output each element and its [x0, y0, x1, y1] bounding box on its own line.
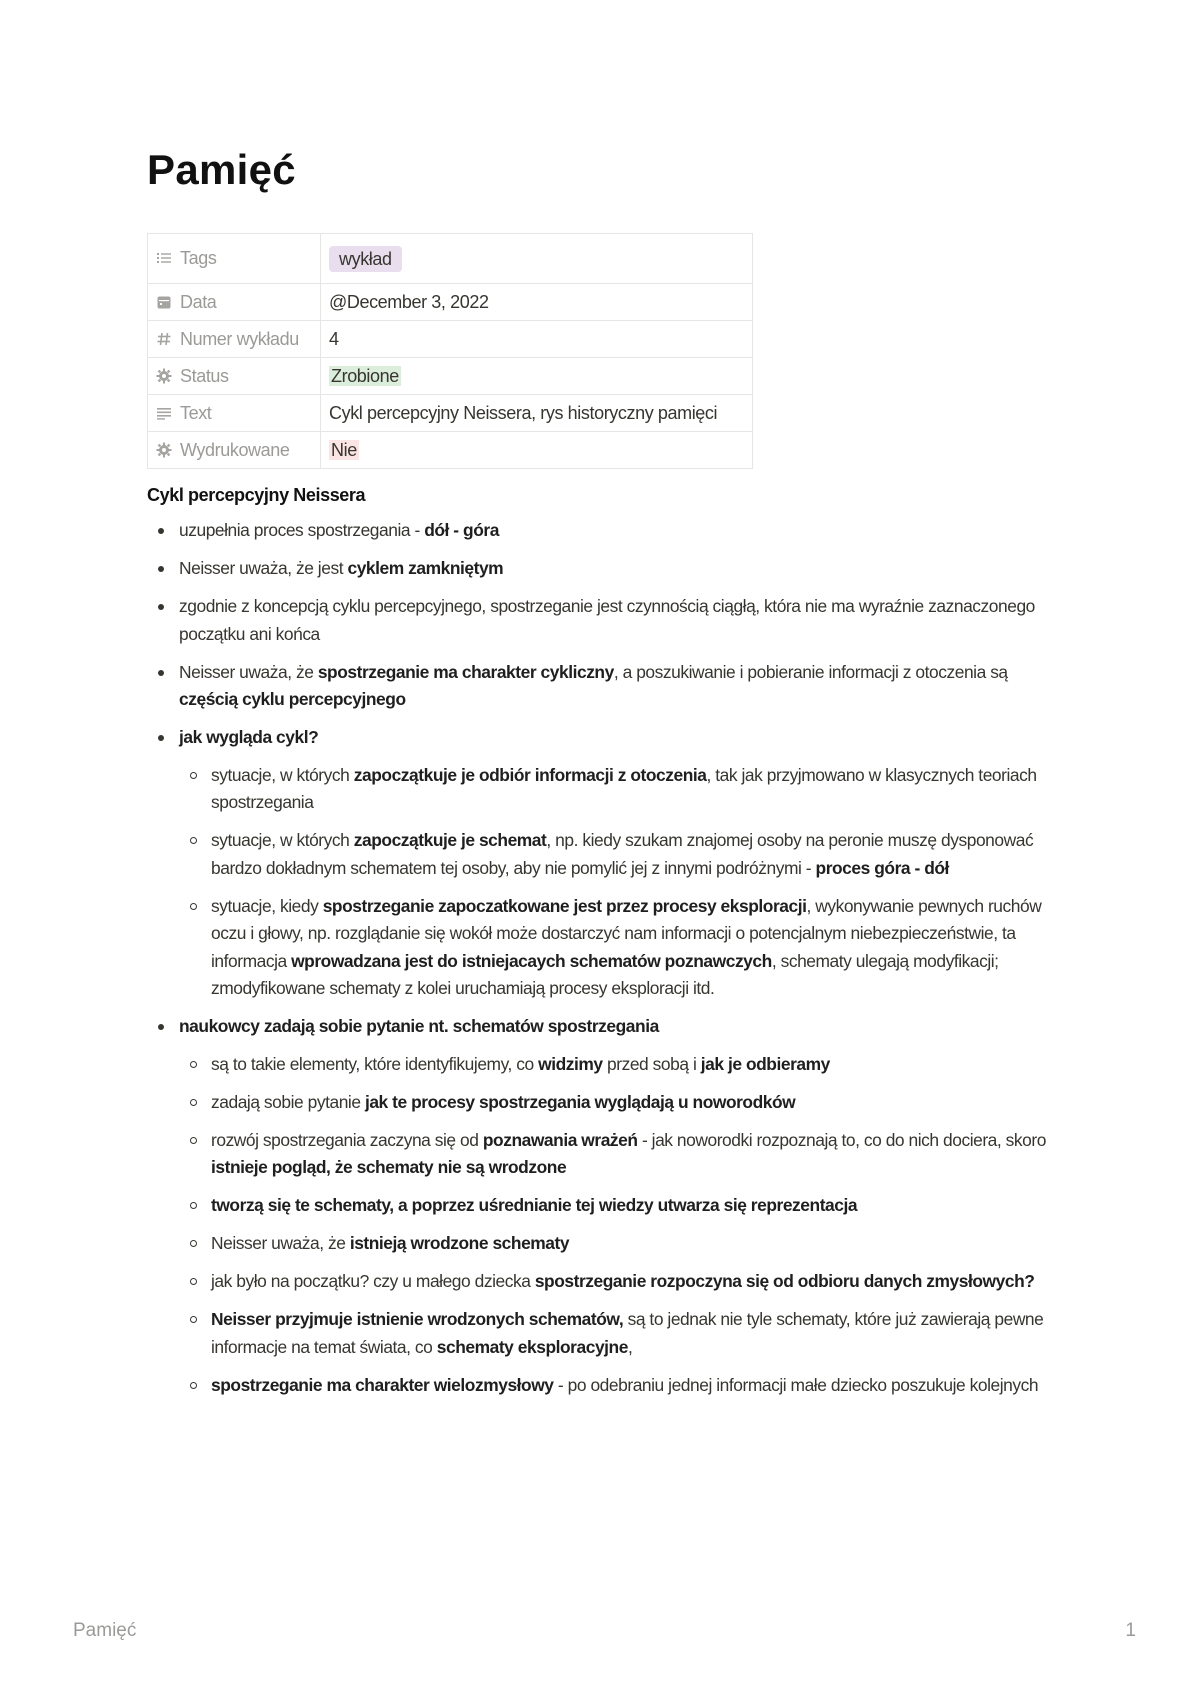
list-icon — [156, 250, 172, 266]
property-key: Numer wykładu — [148, 321, 321, 358]
sub-list-item: Neisser przyjmuje istnienie wrodzonych schematów, są to jednak nie tyle schematy, które już zawierają pewne informacje na temat świata, co schematy eksploracyjne, — [179, 1306, 1067, 1361]
property-key: Tags — [148, 234, 321, 284]
property-key: Wydrukowane — [148, 432, 321, 469]
sub-list-item: tworzą się te schematy, a poprzez uśrednianie tej wiedzy utwarza się reprezentacja — [179, 1192, 1067, 1220]
list-item: jak wygląda cykl? sytuacje, w których zapoczątkuje je odbiór informacji z otoczenia, tak jak przyjmowano w klasycznych teoriach spostrzegania sytuacje, w których zapoczątkuje je schemat, np. kiedy szukam znajomej osoby na peronie muszę dysponować bardzo dokładnym schematem tej osoby, aby nie pomylić jej z innymi podróżnymi - proces góra - dół sytuacje, kiedy spostrzeganie zapoczatkowane jest przez procesy eksploracji, wykonywanie pewnych ruchów oczu i głowy, np. rozglądanie się wokół może dostarczyć nam informacji o potencjalnym niebezpieczeństwie, ta informacja wprowadzana jest do istniejacaych schematów poznawczych, schematy ulegają modyfikacji; zmodyfikowane schematy z kolei uruchamiają procesy eksploracji itd. — [147, 724, 1067, 1003]
page-title: Pamięć — [147, 146, 296, 193]
bullet-list — [147, 517, 1067, 1399]
sub-list-item: sytuacje, w których zapoczątkuje je odbiór informacji z otoczenia, tak jak przyjmowano w klasycznych teoriach spostrzegania — [179, 762, 1067, 817]
printed-badge[interactable]: Nie — [331, 439, 357, 460]
page-number: 1 — [1125, 1620, 1136, 1641]
sub-list — [179, 762, 1067, 1003]
section-heading: Cykl percepcyjny Neissera — [147, 485, 366, 505]
sub-list-item: spostrzeganie ma charakter wielozmysłowy - po odebraniu jednej informacji małe dziecko poszukuje kolejnych — [179, 1372, 1067, 1400]
sub-list — [179, 1051, 1067, 1400]
status-badge[interactable]: Zrobione — [331, 365, 399, 386]
sub-list-item: sytuacje, kiedy spostrzeganie zapoczatkowane jest przez procesy eksploracji, wykonywanie pewnych ruchów oczu i głowy, np. rozglądanie się wokół może dostarczyć nam informacji o potencjalnym niebezpieczeństwie, ta informacja wprowadzana jest do istniejacaych schematów poznawczych, schematy ulegają modyfikacji; zmodyfikowane schematy z kolei uruchamiają procesy eksploracji itd. — [179, 893, 1067, 1003]
sub-list-item: Neisser uważa, że istnieją wrodzone schematy — [179, 1230, 1067, 1258]
property-key: Data — [148, 284, 321, 321]
footer-title: Pamięć — [73, 1620, 137, 1641]
property-value[interactable] — [321, 432, 753, 469]
property-key: Text — [148, 395, 321, 432]
property-value[interactable]: @December 3, 2022 — [321, 284, 753, 321]
tag-pill[interactable]: wykład — [329, 246, 402, 272]
sub-list-item: zadają sobie pytanie jak te procesy spostrzegania wyglądają u noworodków — [179, 1089, 1067, 1117]
property-row-tags — [148, 234, 753, 284]
text-lines-icon — [156, 405, 172, 421]
list-item: uzupełnia proces spostrzegania - dół - góra — [147, 517, 1067, 545]
sub-list-item: rozwój spostrzegania zaczyna się od poznawania wrażeń - jak noworodki rozpoznają to, co do nich dociera, skoro istnieje pogląd, że schematy nie są wrodzone — [179, 1127, 1067, 1182]
list-item: naukowcy zadają sobie pytanie nt. schematów spostrzegania są to takie elementy, które identyfikujemy, co widzimy przed sobą i jak je odbieramy zadają sobie pytanie jak te procesy spostrzegania wyglądają u noworodków rozwój spostrzegania zaczyna się od poznawania wrażeń - jak noworodki rozpoznają to, co do nich dociera, skoro istnieje pogląd, że schematy nie są wrodzone tworzą się te schematy, a poprzez uśrednianie tej wiedzy utwarza się reprezentacja Neisser uważa, że istnieją wrodzone schematy jak było na początku? czy u małego dziecka spostrzeganie rozpoczyna się od odbioru danych zmysłowych? Neisser przyjmuje istnienie wrodzonych schematów, są to jednak nie tyle schematy, które już zawierają pewne informacje na temat świata, co schematy eksploracyjne, spostrzeganie ma charakter wielozmysłowy - po odebraniu jednej informacji małe dziecko poszukuje kolejnych — [147, 1013, 1067, 1399]
property-row-lecture-number — [148, 321, 753, 358]
gear-icon — [156, 442, 172, 458]
list-item: Neisser uważa, że spostrzeganie ma charakter cykliczny, a poszukiwanie i pobieranie informacji z otoczenia są częścią cyklu percepcyjnego — [147, 659, 1067, 714]
calendar-icon — [156, 294, 172, 310]
document-page — [147, 140, 1067, 1410]
sub-list-item: są to takie elementy, które identyfikujemy, co widzimy przed sobą i jak je odbieramy — [179, 1051, 1067, 1079]
property-row-status — [148, 358, 753, 395]
property-value[interactable]: 4 — [321, 321, 753, 358]
property-key: Status — [148, 358, 321, 395]
property-row-printed — [148, 432, 753, 469]
sub-list-item: sytuacje, w których zapoczątkuje je schemat, np. kiedy szukam znajomej osoby na peronie muszę dysponować bardzo dokładnym schematem tej osoby, aby nie pomylić jej z innymi podróżnymi - proces góra - dół — [179, 827, 1067, 882]
property-value[interactable]: Cykl percepcyjny Neissera, rys historyczny pamięci — [321, 395, 753, 432]
list-item: zgodnie z koncepcją cyklu percepcyjnego, spostrzeganie jest czynnością ciągłą, która nie ma wyraźnie zaznaczonego początku ani końca — [147, 593, 1067, 648]
property-value[interactable] — [321, 358, 753, 395]
properties-table — [147, 233, 753, 469]
property-value[interactable] — [321, 234, 753, 284]
sub-list-item: jak było na początku? czy u małego dziecka spostrzeganie rozpoczyna się od odbioru danych zmysłowych? — [179, 1268, 1067, 1296]
property-row-date — [148, 284, 753, 321]
number-icon — [156, 331, 172, 347]
gear-icon — [156, 368, 172, 384]
list-item: Neisser uważa, że jest cyklem zamkniętym — [147, 555, 1067, 583]
property-row-text — [148, 395, 753, 432]
